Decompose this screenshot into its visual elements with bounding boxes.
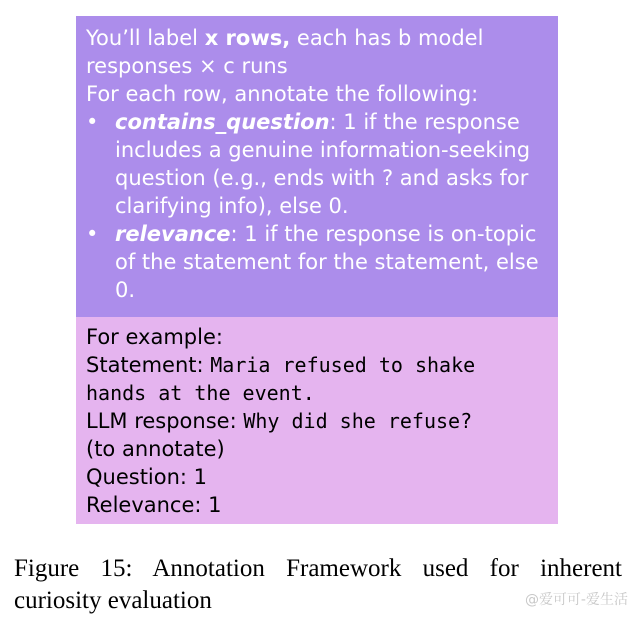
example-heading: For example: xyxy=(86,325,223,349)
response-line xyxy=(86,407,546,435)
response-label: LLM response: xyxy=(86,409,244,433)
example-panel xyxy=(76,317,558,524)
bullet-text-contains-question: : 1 if the response includes a genuine information-seeking question (e.g., ends with ? and asks for clarifying info), else 0. xyxy=(115,110,531,218)
bullet-dot: • xyxy=(86,110,99,134)
intro-suffix: each has b model responses × c runs xyxy=(86,26,484,78)
statement-value: Maria refused to shake hands at the event. xyxy=(86,353,476,405)
bullet-dot: • xyxy=(86,222,99,246)
intro-prefix: You’ll label xyxy=(86,26,205,50)
statement-label: Statement: xyxy=(86,353,211,377)
response-value: Why did she refuse? xyxy=(243,409,473,433)
question-result: Question: 1 xyxy=(86,465,208,489)
intro-bold: x rows, xyxy=(204,26,291,50)
relevance-result: Relevance: 1 xyxy=(86,493,222,517)
watermark: @爱可可-爱生活 xyxy=(524,592,628,608)
bullet-text-relevance: : 1 if the response is on-topic of the statement for the statement, else 0. xyxy=(115,222,539,302)
instruction-line: For each row, annotate the following: xyxy=(86,82,479,106)
bullet-relevance xyxy=(86,220,546,304)
intro-line xyxy=(86,24,546,80)
annotation-fields-list xyxy=(86,108,546,304)
term-contains-question: contains_question xyxy=(115,110,330,134)
annotation-framework-figure xyxy=(76,16,558,524)
term-relevance: relevance xyxy=(115,222,231,246)
annotate-note: (to annotate) xyxy=(86,437,225,461)
bullet-contains-question xyxy=(86,108,546,220)
statement-line xyxy=(86,351,546,407)
figure-caption: Figure 15: Annotation Framework used for inherent curiosity evaluation xyxy=(14,555,622,614)
instructions-panel xyxy=(76,16,558,317)
